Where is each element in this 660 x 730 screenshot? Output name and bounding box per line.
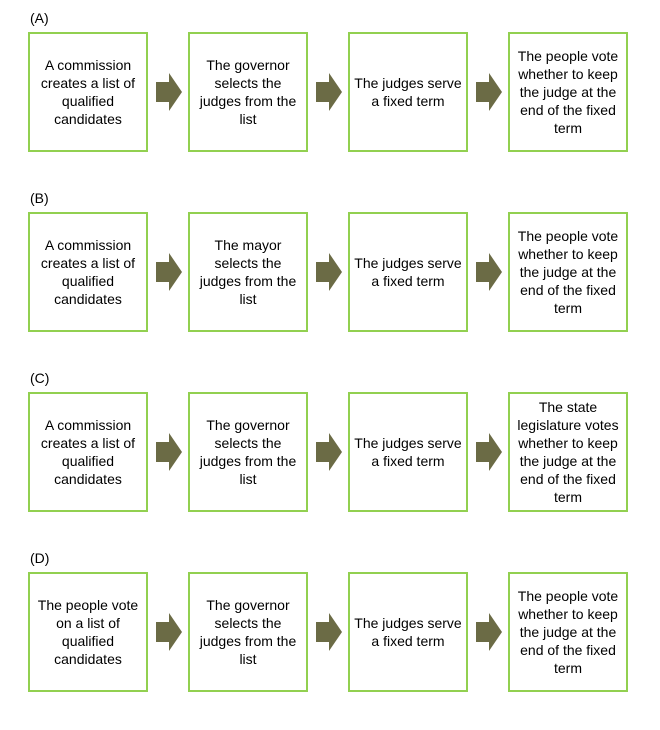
right-arrow-icon — [316, 433, 342, 471]
right-arrow-icon — [316, 613, 342, 651]
step-box-1 — [28, 392, 148, 512]
step-text: The judges serve a fixed term — [354, 255, 462, 289]
option-c — [0, 370, 660, 550]
step-text: The governor selects the judges from the list — [199, 597, 297, 667]
right-arrow-icon — [316, 73, 342, 111]
right-arrow-icon — [156, 253, 182, 291]
step-text: The state legislature votes whether to keep the judge at the end of the fixed term — [517, 399, 619, 505]
step-text: The mayor selects the judges from the list — [199, 237, 297, 307]
option-d — [0, 550, 660, 730]
right-arrow-icon — [476, 253, 502, 291]
right-arrow-icon — [476, 73, 502, 111]
step-box-3 — [348, 212, 468, 332]
step-box-2 — [188, 392, 308, 512]
step-box-4 — [508, 32, 628, 152]
step-box-3 — [348, 572, 468, 692]
step-box-3 — [348, 32, 468, 152]
step-box-4 — [508, 392, 628, 512]
step-box-2 — [188, 572, 308, 692]
step-text: A commission creates a list of qualified candidates — [40, 417, 136, 487]
step-text: The people vote whether to keep the judge at the end of the fixed term — [517, 228, 619, 316]
option-label: (C) — [30, 370, 50, 386]
step-box-4 — [508, 212, 628, 332]
step-box-1 — [28, 572, 148, 692]
right-arrow-icon — [156, 613, 182, 651]
step-text: The governor selects the judges from the list — [199, 417, 297, 487]
right-arrow-icon — [156, 73, 182, 111]
step-text: A commission creates a list of qualified candidates — [40, 237, 136, 307]
step-box-1 — [28, 32, 148, 152]
right-arrow-icon — [316, 253, 342, 291]
option-label: (D) — [30, 550, 50, 566]
step-text: The people vote whether to keep the judge at the end of the fixed term — [517, 588, 619, 676]
right-arrow-icon — [476, 433, 502, 471]
step-text: The judges serve a fixed term — [354, 75, 462, 109]
step-text: The governor selects the judges from the list — [199, 57, 297, 127]
right-arrow-icon — [156, 433, 182, 471]
step-box-4 — [508, 572, 628, 692]
step-box-3 — [348, 392, 468, 512]
step-box-1 — [28, 212, 148, 332]
step-box-2 — [188, 32, 308, 152]
option-b — [0, 190, 660, 370]
option-a — [0, 10, 660, 190]
step-text: The judges serve a fixed term — [354, 615, 462, 649]
option-label: (B) — [30, 190, 49, 206]
right-arrow-icon — [476, 613, 502, 651]
step-text: The judges serve a fixed term — [354, 435, 462, 469]
step-text: The people vote whether to keep the judge at the end of the fixed term — [517, 48, 619, 136]
step-box-2 — [188, 212, 308, 332]
option-label: (A) — [30, 10, 49, 26]
step-text: A commission creates a list of qualified candidates — [40, 57, 136, 127]
step-text: The people vote on a list of qualified candidates — [37, 597, 139, 667]
